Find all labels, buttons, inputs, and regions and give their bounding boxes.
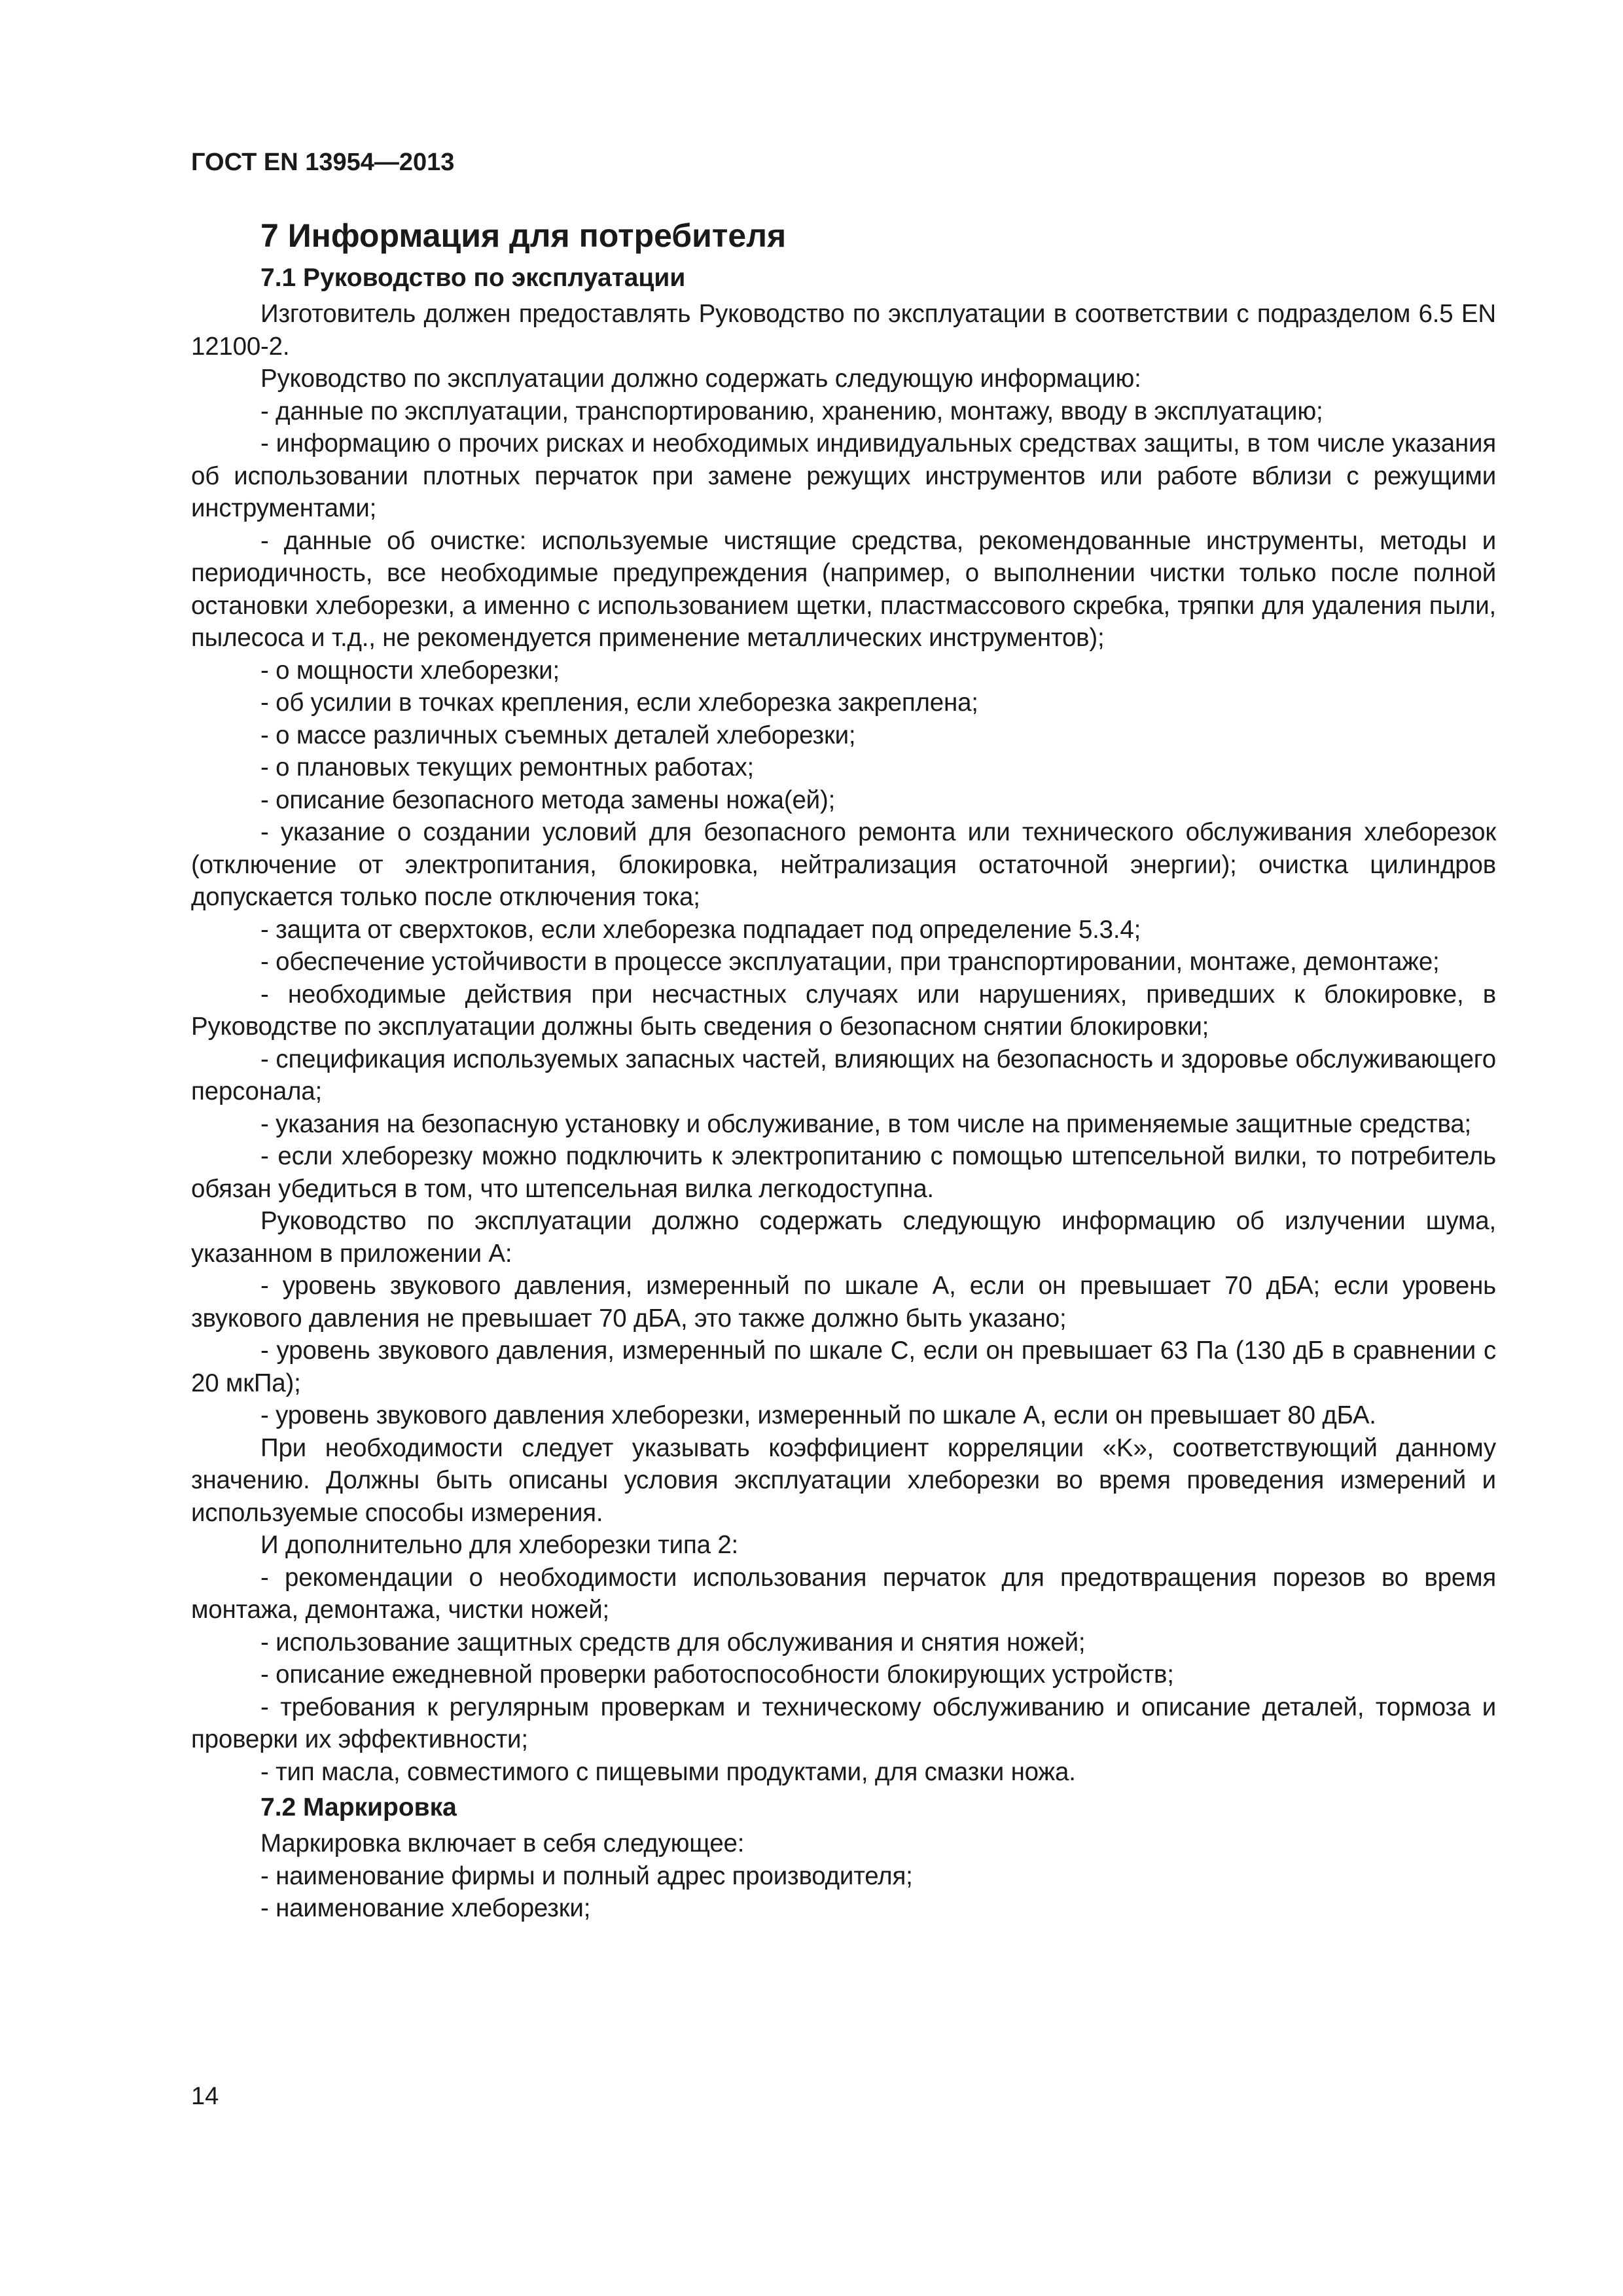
list-item: - указания на безопасную установку и обслуживание, в том числе на применяемые защитные средства; bbox=[260, 1109, 1472, 1138]
list-item: - о массе различных съемных деталей хлеборезки; bbox=[260, 721, 856, 749]
list-item: - описание ежедневной проверки работоспособности блокирующих устройств; bbox=[260, 1660, 1174, 1689]
document-code: ГОСТ EN 13954—2013 bbox=[191, 149, 455, 176]
list-item: - рекомендации о необходимости использования перчаток для предотвращения порезов во время монтажа, демонтажа, чистки ножей; bbox=[191, 1563, 1496, 1624]
list-item: - указание о создании условий для безопасного ремонта или технического обслуживания хлеборезок (отключение от электропитания, блокировка, нейтрализация остаточной энергии); очистка цилиндров допускается только после отключения тока; bbox=[191, 818, 1496, 911]
subsection-7-2-body bbox=[191, 1827, 1496, 1925]
list-item: - требования к регулярным проверкам и техническому обслуживанию и описание деталей, тормоза и проверки их эффективности; bbox=[191, 1693, 1496, 1753]
list-item: - уровень звукового давления, измеренный по шкале С, если он превышает 63 Па (130 дБ в сравнении с 20 мкПа); bbox=[191, 1336, 1496, 1397]
paragraph: Руководство по эксплуатации должно содержать следующую информацию: bbox=[260, 365, 1141, 393]
list-item: - если хлеборезку можно подключить к электропитанию с помощью штепсельной вилки, то потребитель обязан убедиться в том, что штепсельная вилка легкодоступна. bbox=[191, 1142, 1496, 1203]
paragraph: И дополнительно для хлеборезки типа 2: bbox=[260, 1531, 739, 1559]
list-item: - необходимые действия при несчастных случаях или нарушениях, приведших к блокировке, в Руководстве по эксплуатации должны быть сведения о безопасном снятии блокировки; bbox=[191, 980, 1496, 1041]
paragraph: Маркировка включает в себя следующее: bbox=[260, 1829, 745, 1857]
subsection-title-7-1: 7.1 Руководство по эксплуатации bbox=[260, 264, 686, 292]
paragraph: При необходимости следует указывать коэффициент корреляции «K», соответствующий данному значению. Должны быть описаны условия эксплуатации хлеборезки во время проведения измерений и используемые способы измерения. bbox=[191, 1433, 1496, 1527]
document-body bbox=[191, 213, 1496, 1925]
list-item: - спецификация используемых запасных частей, влияющих на безопасность и здоровье обслуживающего персонала; bbox=[191, 1045, 1496, 1105]
list-item: - обеспечение устойчивости в процессе эксплуатации, при транспортировании, монтаже, демонтаже; bbox=[260, 948, 1440, 976]
page-number: 14 bbox=[191, 2083, 219, 2110]
list-item: - уровень звукового давления, измеренный по шкале А, если он превышает 70 дБА; если уровень звукового давления не превышает 70 дБА, это также должно быть указано; bbox=[191, 1272, 1496, 1333]
section-title: 7 Информация для потребителя bbox=[260, 217, 787, 254]
list-item: - уровень звукового давления хлеборезки, измеренный по шкале А, если он превышает 80 дБА. bbox=[260, 1401, 1376, 1429]
list-item: - данные об очистке: используемые чистящие средства, рекомендованные инструменты, методы и периодичность, все необходимые предупреждения (например, о выполнении чистки только после полной остановки хлеборезки, а именно с использованием щетки, пластмассового скребка, тряпки для удаления пыли, пылесоса и т.д., не рекомендуется применение металлических инструментов); bbox=[191, 526, 1496, 652]
paragraph: Руководство по эксплуатации должно содержать следующую информацию об излучении шума, указанном в приложении А: bbox=[191, 1207, 1496, 1268]
list-item: - о мощности хлеборезки; bbox=[260, 656, 560, 685]
subsection-7-1-body bbox=[191, 298, 1496, 1788]
list-item: - информацию о прочих рисках и необходимых индивидуальных средствах защиты, в том числе указания об использовании плотных перчаток при замене режущих инструментов или работе вблизи с режущими инструментами; bbox=[191, 429, 1496, 522]
list-item: - наименование фирмы и полный адрес производителя; bbox=[260, 1861, 913, 1890]
list-item: - об усилии в точках крепления, если хлеборезка закреплена; bbox=[260, 689, 978, 717]
list-item: - наименование хлеборезки; bbox=[260, 1894, 591, 1922]
subsection-title-7-2: 7.2 Маркировка bbox=[260, 1793, 457, 1821]
list-item: - использование защитных средств для обслуживания и снятия ножей; bbox=[260, 1628, 1086, 1657]
paragraph: Изготовитель должен предоставлять Руководство по эксплуатации в соответствии с подразделом 6.5 EN 12100-2. bbox=[191, 300, 1496, 361]
list-item: - защита от сверхтоков, если хлеборезка подпадает под определение 5.3.4; bbox=[260, 915, 1141, 944]
list-item: - тип масла, совместимого с пищевыми продуктами, для смазки ножа. bbox=[260, 1757, 1076, 1786]
list-item: - данные по эксплуатации, транспортированию, хранению, монтажу, вводу в эксплуатацию; bbox=[260, 397, 1323, 425]
list-item: - описание безопасного метода замены ножа(ей); bbox=[260, 785, 836, 814]
list-item: - о плановых текущих ремонтных работах; bbox=[260, 753, 755, 781]
